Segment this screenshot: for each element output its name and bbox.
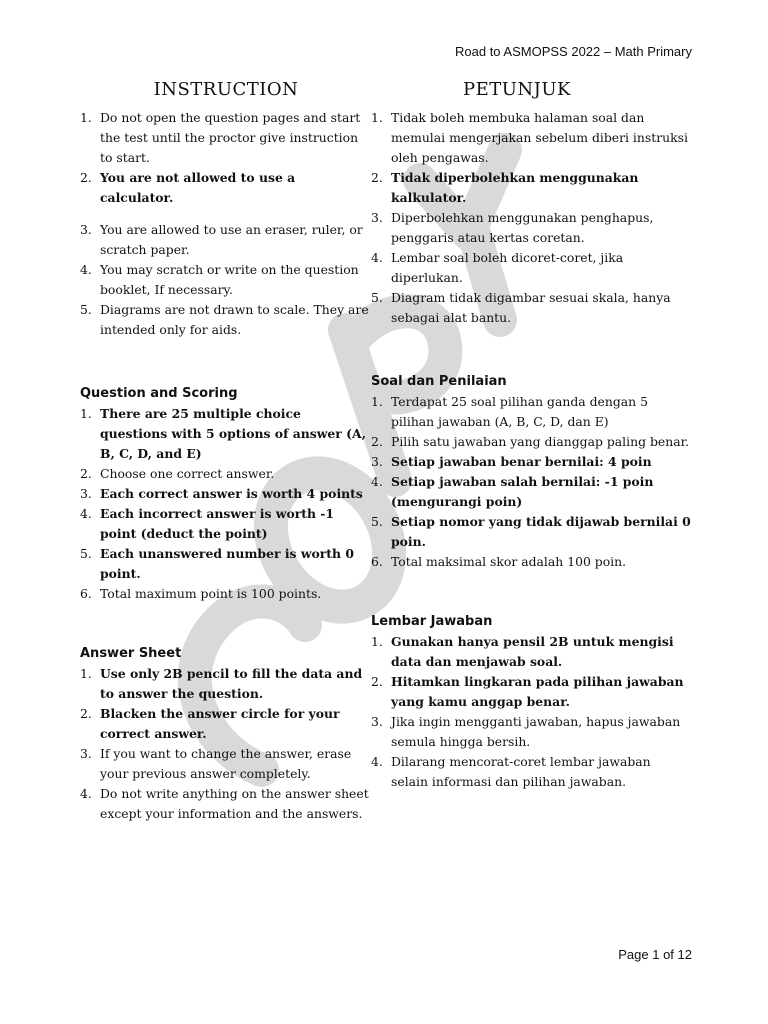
list-item: 3. You are allowed to use an eraser, ruler, or scratch paper. (80, 222, 363, 257)
list-item: 5. Each unanswered number is worth 0 point. (80, 546, 354, 581)
scoring-title: Question and Scoring (80, 386, 238, 401)
list-item: 6. Total maximum point is 100 points. (80, 586, 322, 601)
penilaian-list (371, 392, 691, 572)
list-item: 2. You are not allowed to use a calculator. (80, 170, 296, 205)
list-item: 1. Gunakan hanya pensil 2B untuk mengisi data dan menjawab soal. (371, 634, 674, 669)
list-item: 2. Hitamkan lingkaran pada pilihan jawaban yang kamu anggap benar. (371, 674, 684, 709)
list-item: 1. There are 25 multiple choice questions with 5 options of answer (A, B, C, D, and E) (80, 406, 366, 461)
list-item: 2. Pilih satu jawaban yang dianggap paling benar. (371, 434, 690, 449)
list-item: 3. Jika ingin mengganti jawaban, hapus jawaban semula hingga bersih. (371, 714, 681, 749)
indonesian-column (371, 76, 691, 792)
header-title: Road to ASMOPSS 2022 – Math Primary (455, 44, 692, 59)
list-item: 2. Choose one correct answer. (80, 466, 275, 481)
list-item: 4. Do not write anything on the answer sheet except your information and the answers. (80, 786, 369, 821)
list-item: 1. Terdapat 25 soal pilihan ganda dengan 5 pilihan jawaban (A, B, C, D, dan E) (371, 394, 648, 429)
list-item: 4. Each incorrect answer is worth -1 point (deduct the point) (80, 506, 335, 541)
lembar-jawaban-title: Lembar Jawaban (371, 614, 493, 629)
petunjuk-list (371, 108, 691, 328)
list-item: 3. If you want to change the answer, erase your previous answer completely. (80, 746, 352, 781)
list-item: 6. Total maksimal skor adalah 100 poin. (371, 554, 627, 569)
english-column (80, 76, 372, 824)
list-item: 3. Diperbolehkan menggunakan penghapus, penggaris atau kertas coretan. (371, 210, 654, 245)
list-item: 1. Tidak boleh membuka halaman soal dan memulai mengerjakan sebelum diberi instruksi oleh pengawas. (371, 110, 688, 165)
list-item: 4. Lembar soal boleh dicoret-coret, jika diperlukan. (371, 250, 624, 285)
petunjuk-title: PETUNJUK (462, 79, 571, 100)
list-item: 4. Dilarang mencorat-coret lembar jawaban selain informasi dan pilihan jawaban. (371, 754, 651, 789)
instruction-title: INSTRUCTION (153, 79, 299, 100)
page-number: Page 1 of 12 (618, 947, 692, 962)
list-item: 2. Blacken the answer circle for your correct answer. (80, 706, 340, 741)
answer-sheet-list (80, 664, 372, 824)
list-item: 5. Diagrams are not drawn to scale. They are intended only for aids. (80, 302, 369, 337)
answer-sheet-title: Answer Sheet (80, 646, 182, 661)
scoring-list (80, 404, 372, 604)
list-item: 5. Setiap nomor yang tidak dijawab bernilai 0 poin. (371, 514, 691, 549)
list-item: 3. Setiap jawaban benar bernilai: 4 poin (371, 454, 652, 469)
list-item: 4. You may scratch or write on the question booklet, If necessary. (80, 262, 359, 297)
list-item: 5. Diagram tidak digambar sesuai skala, hanya sebagai alat bantu. (371, 290, 671, 325)
list-item: 2. Tidak diperbolehkan menggunakan kalkulator. (371, 170, 639, 205)
lembar-jawaban-list (371, 632, 691, 792)
list-item: 4. Setiap jawaban salah bernilai: -1 poin (mengurangi poin) (371, 474, 654, 509)
instruction-list (80, 108, 372, 340)
penilaian-title: Soal dan Penilaian (371, 374, 507, 389)
list-item: 1. Do not open the question pages and start the test until the proctor give instruction to start. (80, 110, 361, 165)
list-item: 1. Use only 2B pencil to fill the data and to answer the question. (80, 666, 363, 701)
list-item: 3. Each correct answer is worth 4 points (80, 486, 363, 501)
